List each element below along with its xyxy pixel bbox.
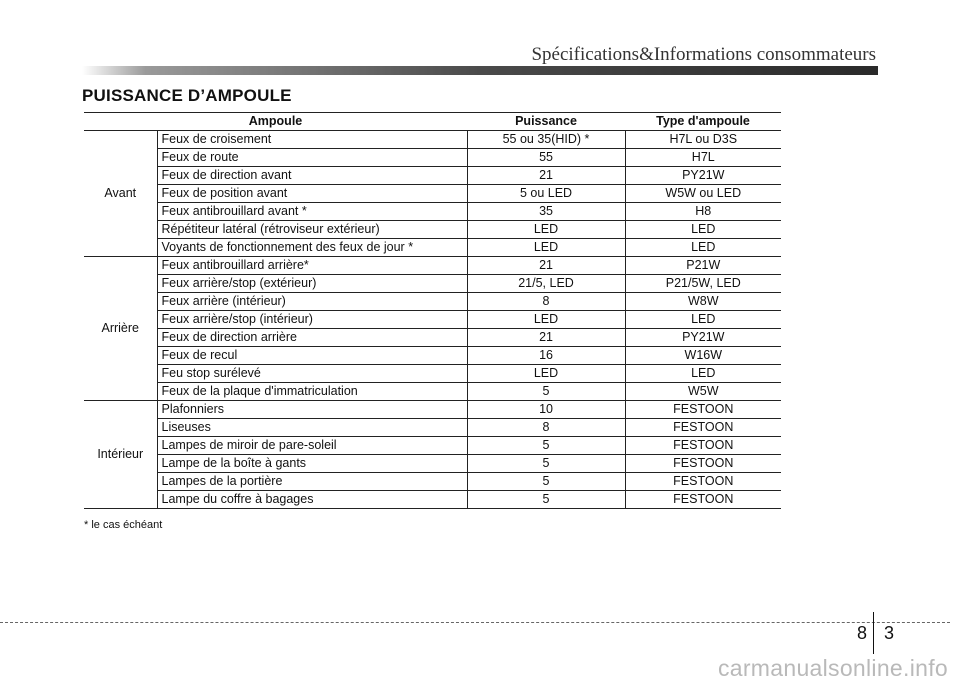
- bulb-type-cell: FESTOON: [625, 437, 781, 455]
- bulb-type-cell: P21W: [625, 257, 781, 275]
- bulb-type-cell: LED: [625, 365, 781, 383]
- table-row: [84, 473, 781, 491]
- bulb-name-cell: Feux de position avant: [157, 185, 467, 203]
- power-cell: LED: [467, 365, 625, 383]
- power-cell: 8: [467, 293, 625, 311]
- footnote: * le cas échéant: [84, 519, 163, 531]
- bulb-name-cell: Feux antibrouillard arrière*: [157, 257, 467, 275]
- bulb-spec-table: [84, 112, 781, 509]
- bulb-name-cell: Feux de la plaque d'immatriculation: [157, 383, 467, 401]
- power-cell: 5: [467, 383, 625, 401]
- table-row: [84, 347, 781, 365]
- bulb-type-cell: FESTOON: [625, 491, 781, 509]
- bulb-name-cell: Voyants de fonctionnement des feux de jour *: [157, 239, 467, 257]
- bulb-name-cell: Feux de croisement: [157, 131, 467, 149]
- table-row: [84, 167, 781, 185]
- table-row: [84, 131, 781, 149]
- power-cell: LED: [467, 239, 625, 257]
- column-header-bulb: Ampoule: [84, 113, 467, 131]
- bulb-type-cell: W16W: [625, 347, 781, 365]
- bulb-name-cell: Feux arrière/stop (extérieur): [157, 275, 467, 293]
- power-cell: 21: [467, 167, 625, 185]
- column-header-power: Puissance: [467, 113, 625, 131]
- table-row: [84, 149, 781, 167]
- power-cell: 55: [467, 149, 625, 167]
- table-row: [84, 185, 781, 203]
- bulb-type-cell: LED: [625, 239, 781, 257]
- bulb-type-cell: PY21W: [625, 167, 781, 185]
- power-cell: 55 ou 35(HID) *: [467, 131, 625, 149]
- power-cell: 5: [467, 491, 625, 509]
- bulb-type-cell: W8W: [625, 293, 781, 311]
- table-row: [84, 203, 781, 221]
- power-cell: 16: [467, 347, 625, 365]
- power-cell: 5: [467, 473, 625, 491]
- table-row: [84, 293, 781, 311]
- power-cell: 21: [467, 257, 625, 275]
- bulb-type-cell: P21/5W, LED: [625, 275, 781, 293]
- bulb-name-cell: Feux de direction avant: [157, 167, 467, 185]
- bulb-name-cell: Lampe de la boîte à gants: [157, 455, 467, 473]
- bulb-type-cell: FESTOON: [625, 473, 781, 491]
- bulb-name-cell: Lampe du coffre à bagages: [157, 491, 467, 509]
- power-cell: 21: [467, 329, 625, 347]
- watermark: carmanualsonline.info: [717, 655, 948, 681]
- table-row: [84, 491, 781, 509]
- power-cell: LED: [467, 311, 625, 329]
- chapter-number: 8: [856, 623, 867, 643]
- table-row: [84, 455, 781, 473]
- power-cell: LED: [467, 221, 625, 239]
- page-number: 3: [883, 623, 894, 643]
- section-title: PUISSANCE D’AMPOULE: [82, 86, 292, 105]
- power-cell: 8: [467, 419, 625, 437]
- table-row: [84, 437, 781, 455]
- table-header-row: [84, 113, 781, 131]
- table-row: [84, 311, 781, 329]
- bulb-name-cell: Feux arrière/stop (intérieur): [157, 311, 467, 329]
- bulb-name-cell: Feux de direction arrière: [157, 329, 467, 347]
- bulb-type-cell: H7L: [625, 149, 781, 167]
- power-cell: 5: [467, 455, 625, 473]
- bulb-name-cell: Feux antibrouillard avant *: [157, 203, 467, 221]
- header-title: Spécifications&Informations consommateurs: [531, 44, 876, 65]
- table-row: [84, 221, 781, 239]
- table-body: [84, 131, 781, 509]
- power-cell: 10: [467, 401, 625, 419]
- page-number-separator: [873, 612, 874, 654]
- bulb-type-cell: FESTOON: [625, 455, 781, 473]
- bulb-type-cell: H8: [625, 203, 781, 221]
- bulb-name-cell: Plafonniers: [157, 401, 467, 419]
- column-header-type: Type d'ampoule: [625, 113, 781, 131]
- bulb-name-cell: Répétiteur latéral (rétroviseur extérieur): [157, 221, 467, 239]
- table-row: [84, 257, 781, 275]
- bulb-type-cell: PY21W: [625, 329, 781, 347]
- bulb-type-cell: H7L ou D3S: [625, 131, 781, 149]
- table-row: [84, 275, 781, 293]
- table-row: [84, 401, 781, 419]
- bulb-name-cell: Feux arrière (intérieur): [157, 293, 467, 311]
- page-divider: [0, 622, 950, 623]
- table-row: [84, 365, 781, 383]
- bulb-name-cell: Lampes de miroir de pare-soleil: [157, 437, 467, 455]
- bulb-type-cell: LED: [625, 311, 781, 329]
- power-cell: 35: [467, 203, 625, 221]
- header-rule: [82, 66, 878, 75]
- bulb-name-cell: Lampes de la portière: [157, 473, 467, 491]
- bulb-type-cell: FESTOON: [625, 419, 781, 437]
- group-label: Avant: [84, 131, 157, 257]
- bulb-name-cell: Feu stop surélevé: [157, 365, 467, 383]
- group-label: Intérieur: [84, 401, 157, 509]
- power-cell: 5: [467, 437, 625, 455]
- group-label: Arrière: [84, 257, 157, 401]
- power-cell: 21/5, LED: [467, 275, 625, 293]
- table-row: [84, 419, 781, 437]
- bulb-type-cell: FESTOON: [625, 401, 781, 419]
- table-row: [84, 383, 781, 401]
- bulb-type-cell: LED: [625, 221, 781, 239]
- table-row: [84, 329, 781, 347]
- bulb-type-cell: W5W ou LED: [625, 185, 781, 203]
- bulb-name-cell: Feux de recul: [157, 347, 467, 365]
- bulb-name-cell: Liseuses: [157, 419, 467, 437]
- power-cell: 5 ou LED: [467, 185, 625, 203]
- table-row: [84, 239, 781, 257]
- bulb-type-cell: W5W: [625, 383, 781, 401]
- bulb-name-cell: Feux de route: [157, 149, 467, 167]
